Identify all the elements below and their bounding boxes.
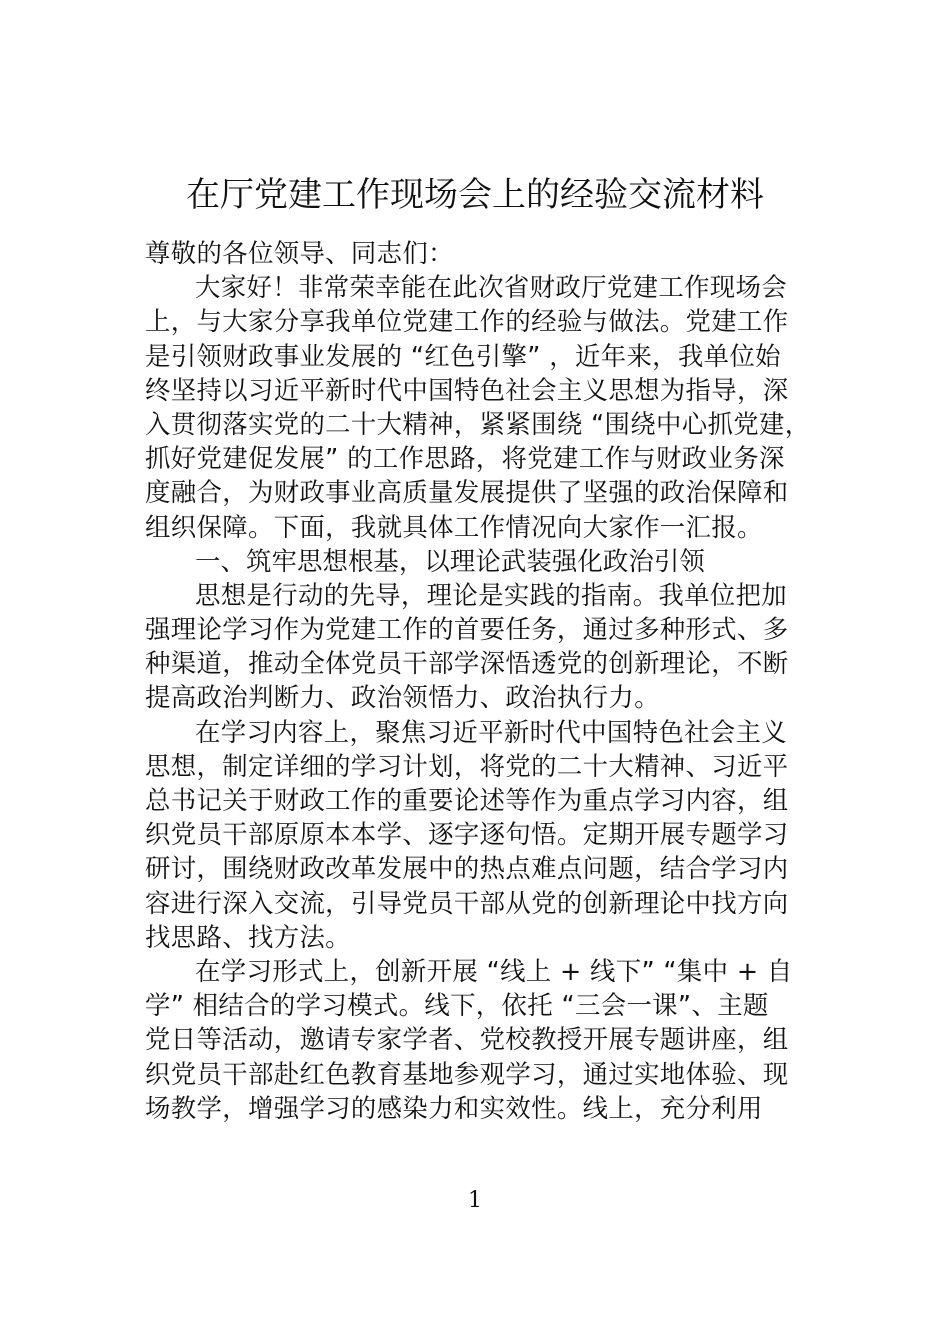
document-body	[145, 236, 835, 1125]
paragraph-line: 在学习内容上，聚焦习近平新时代中国特色社会主义	[195, 716, 788, 747]
paragraph-line: 场教学，增强学习的感染力和实效性。线上，充分利用	[145, 1092, 763, 1123]
paragraph-line: 容进行深入交流，引导党员干部从党的创新理论中找方向	[145, 887, 789, 918]
paragraph-line: 思想，制定详细的学习计划，将党的二十大精神、习近平	[145, 750, 789, 781]
paragraph-line: 组织保障。下面，我就具体工作情况向大家作一汇报。	[145, 511, 763, 542]
salutation: 尊敬的各位领导、同志们：	[145, 238, 454, 268]
section-heading: 一、筑牢思想根基，以理论武装强化政治引领	[195, 545, 705, 576]
paragraph-line: 抓好党建促发展” 的工作思路，将党建工作与财政业务深	[145, 443, 785, 474]
paragraph-line: 织党员干部原原本本学、逐字逐句悟。定期开展专题学习	[145, 819, 789, 850]
paragraph-line: 学” 相结合的学习模式。线下，依托 “三会一课”、主题	[145, 990, 769, 1021]
paragraph-line: 上，与大家分享我单位党建工作的经验与做法。党建工作	[145, 306, 789, 337]
paragraph-line: 是引领财政事业发展的 “红色引擎” ，近年来，我单位始	[145, 340, 781, 371]
paragraph-line: 在学习形式上，创新开展 “线上 + 线下” “集中 + 自	[195, 955, 793, 986]
paragraph-line: 找思路、找方法。	[145, 921, 351, 952]
page-number: 1	[468, 1188, 482, 1213]
paragraph-line: 党日等活动，邀请专家学者、党校教授开展专题讲座，组	[145, 1024, 789, 1055]
paragraph-line: 入贯彻落实党的二十大精神，紧紧围绕 “围绕中心抓党建，	[145, 408, 811, 439]
paragraph-line: 强理论学习作为党建工作的首要任务，通过多种形式、多	[145, 614, 789, 645]
paragraph-line: 总书记关于财政工作的重要论述等作为重点学习内容，组	[145, 785, 789, 815]
paragraph-line: 终坚持以习近平新时代中国特色社会主义思想为指导，深	[145, 374, 789, 405]
document-title: 在厅党建工作现场会上的经验交流材料	[186, 175, 764, 215]
paragraph-line: 提高政治判断力、政治领悟力、政治执行力。	[145, 682, 660, 713]
paragraph-line: 度融合，为财政事业高质量发展提供了坚强的政治保障和	[145, 477, 789, 508]
paragraph-line: 思想是行动的先导，理论是实践的指南。我单位把加	[195, 579, 788, 610]
paragraph-line: 织党员干部赴红色教育基地参观学习，通过实地体验、现	[145, 1058, 789, 1089]
paragraph-line: 研讨，围绕财政改革发展中的热点难点问题，结合学习内	[145, 853, 789, 884]
paragraph-line: 大家好！非常荣幸能在此次省财政厅党建工作现场会	[195, 272, 788, 303]
paragraph-line: 种渠道，推动全体党员干部学深悟透党的创新理论，不断	[145, 648, 789, 679]
